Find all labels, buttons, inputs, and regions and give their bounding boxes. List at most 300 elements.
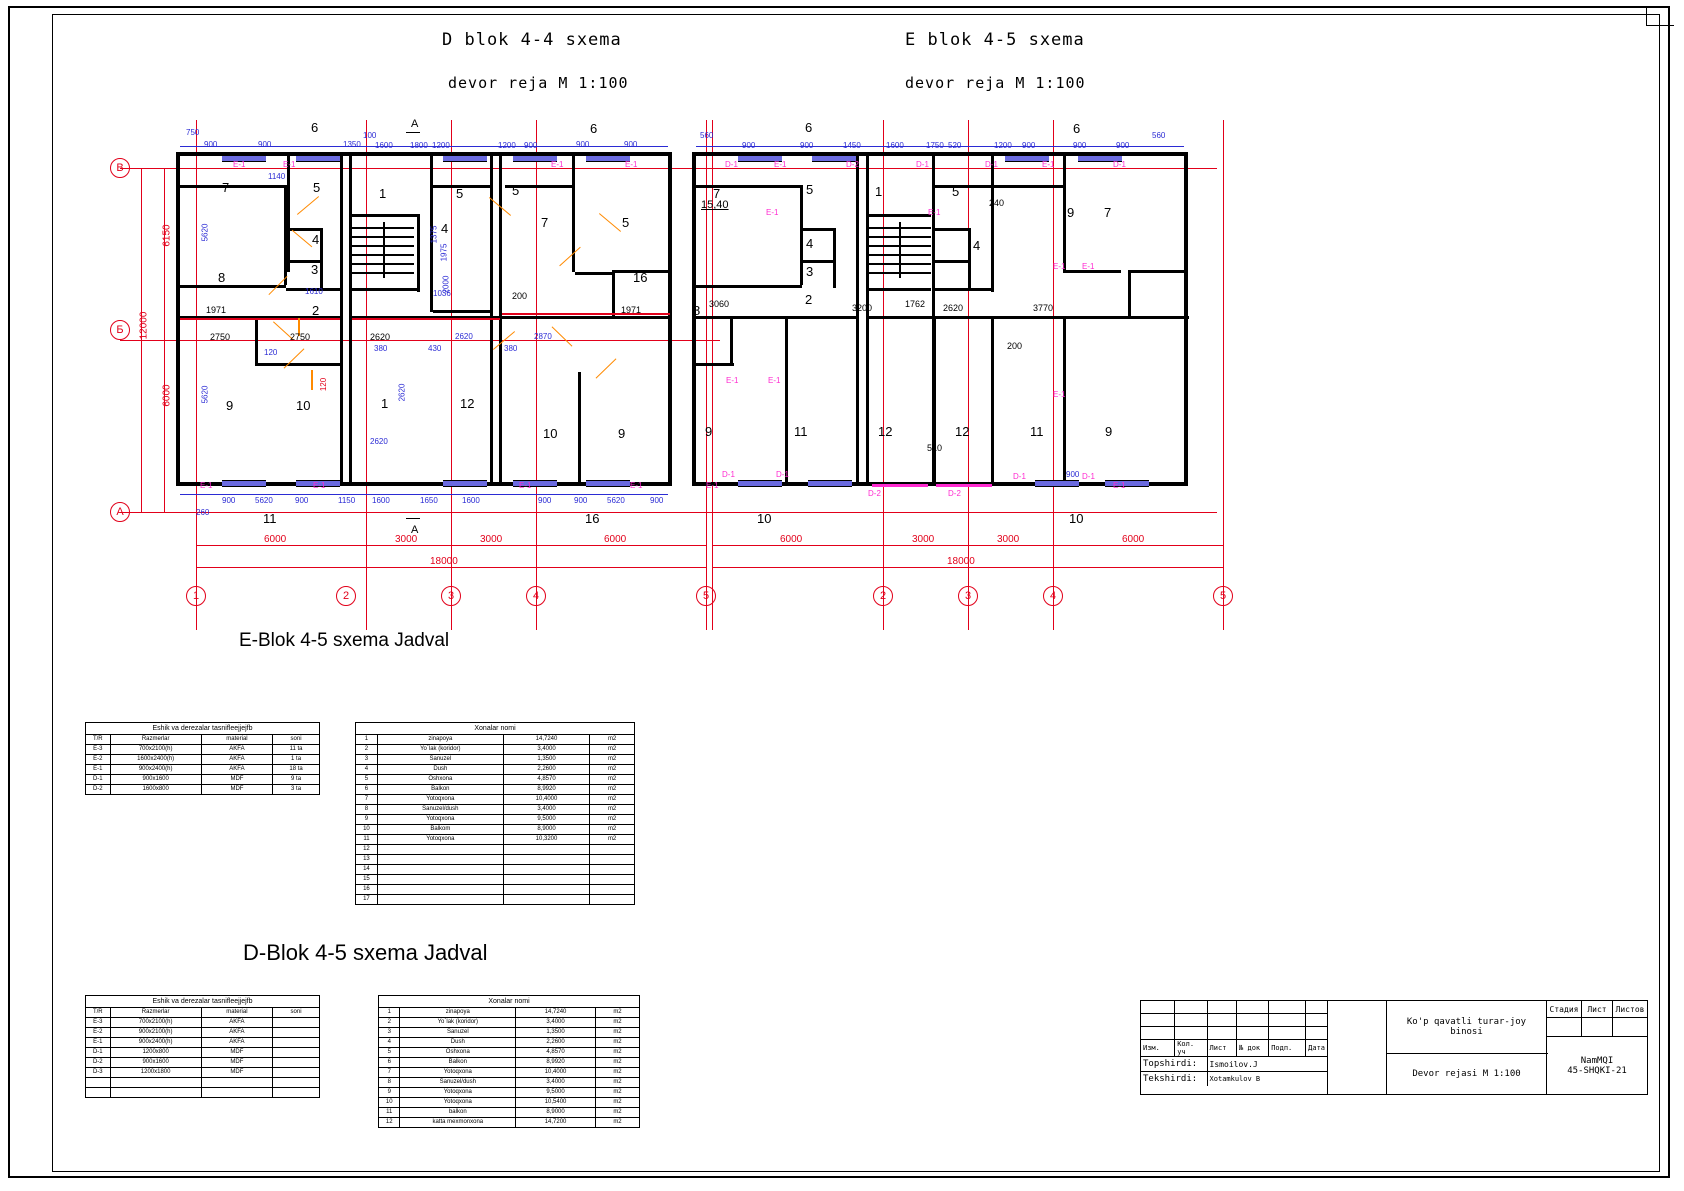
- room-number: 7: [541, 215, 549, 230]
- table-row: [86, 1038, 320, 1048]
- table-cell: AKFA: [201, 745, 272, 755]
- table-cell: 2,2600: [503, 765, 589, 775]
- tb-name: Ismoilov.J: [1207, 1057, 1327, 1072]
- room-number: 7: [1104, 205, 1112, 220]
- table-row: [379, 1028, 640, 1038]
- room-number: 12: [460, 396, 475, 411]
- table-row: [356, 855, 635, 865]
- table-cell: 12: [379, 1118, 400, 1128]
- plan-subtitle-d: devor reja M 1:100: [448, 74, 629, 92]
- table-cell: 4,8570: [516, 1048, 596, 1058]
- project-code: 45-SHQKI-21: [1567, 1065, 1627, 1076]
- dimension: 900: [1116, 141, 1130, 150]
- plan-title-d: D blok 4-4 sxema: [442, 30, 622, 50]
- table-row: [356, 755, 635, 765]
- room-number: 4: [441, 221, 449, 236]
- wall-interior: [352, 288, 417, 291]
- table-row: [356, 735, 635, 745]
- dimension: 900: [800, 141, 814, 150]
- table-cell: Sanuzel: [377, 755, 503, 765]
- room-number: 2: [312, 303, 320, 318]
- wall-interior: [176, 285, 286, 288]
- grid-dimension: 6000: [1122, 534, 1145, 545]
- wall-interior: [692, 363, 734, 366]
- room-number: 1: [381, 396, 389, 411]
- table-cell: 14,7240: [516, 1008, 596, 1018]
- wall-interior: [935, 228, 971, 231]
- room-number: 3: [311, 262, 319, 277]
- table-cell: 11: [379, 1108, 400, 1118]
- table-row: [86, 745, 320, 755]
- axis-bubble-4-e: 4: [1043, 586, 1063, 606]
- room-number: 9: [618, 426, 626, 441]
- red-wall-highlight: [352, 318, 500, 320]
- door-tag: D-1: [916, 160, 929, 169]
- e-block-rooms-table: [355, 722, 635, 905]
- table-cell: D-2: [86, 785, 111, 795]
- window-symbol: [738, 480, 782, 487]
- window-symbol: [586, 480, 630, 487]
- vertical-dimension: 5620: [200, 385, 210, 404]
- table-row: [86, 1028, 320, 1038]
- wall-interior: [866, 152, 869, 486]
- door-tag: E-1: [283, 160, 296, 169]
- e-block-doors-table: [85, 722, 320, 795]
- wall-interior: [935, 185, 995, 188]
- table-cell: m2: [590, 745, 635, 755]
- vdim-line: [164, 168, 165, 512]
- table-cell: [273, 1058, 320, 1068]
- e-block-jadval-title: E-Blok 4-5 sxema Jadval: [239, 630, 450, 651]
- dimension: 900: [624, 140, 638, 149]
- wall-interior: [320, 228, 323, 288]
- table-cell: Yotoqxona: [400, 1088, 516, 1098]
- table-cell: Yo`lak (koridor): [400, 1018, 516, 1028]
- room-number: 12: [878, 424, 893, 439]
- table-cell: MDF: [201, 1068, 272, 1078]
- door-tag: D-1: [985, 160, 998, 169]
- wall-interior: [287, 152, 290, 272]
- table-cell: m2: [590, 815, 635, 825]
- wall-interior: [1063, 152, 1066, 272]
- table-row: [356, 865, 635, 875]
- table-cell: 3: [356, 755, 378, 765]
- dimension: 900: [576, 140, 590, 149]
- table-cell: m2: [590, 755, 635, 765]
- table-title: Eshik va derezalar tasnifleejjejfb: [86, 723, 320, 735]
- table-header-cell: Razmerlar: [110, 735, 201, 745]
- table-cell: [590, 875, 635, 885]
- door-tag: D-2: [868, 489, 881, 498]
- table-cell: 13: [356, 855, 378, 865]
- table-cell: 17: [356, 895, 378, 905]
- table-cell: 6: [379, 1058, 400, 1068]
- table-cell: E-3: [86, 745, 111, 755]
- dimension: 1750: [926, 141, 944, 150]
- room-number: 11: [794, 424, 808, 439]
- red-wall-highlight: [180, 318, 340, 320]
- table-row: [356, 745, 635, 755]
- room-number: 6: [311, 120, 319, 135]
- table-cell: [110, 1088, 201, 1098]
- table-row: [379, 1048, 640, 1058]
- door-tag: E-1: [200, 481, 213, 490]
- dimension: 900: [538, 496, 552, 505]
- table-cell: 10,3200: [503, 835, 589, 845]
- table-cell: E-2: [86, 1028, 111, 1038]
- table-cell: [503, 885, 589, 895]
- wall-interior: [692, 285, 802, 288]
- dimension: 200: [512, 291, 528, 301]
- wall-interior: [612, 270, 615, 316]
- table-row: [356, 825, 635, 835]
- dimension: 1450: [843, 141, 861, 150]
- table-cell: 4,8570: [503, 775, 589, 785]
- dimension: 430: [428, 344, 442, 353]
- table-cell: [503, 845, 589, 855]
- window-symbol: [1105, 480, 1149, 487]
- table-row: [86, 765, 320, 775]
- table-cell: D-2: [86, 1058, 111, 1068]
- wall-interior: [933, 316, 936, 486]
- drawing-name: Devor rejasi M 1:100: [1387, 1054, 1547, 1095]
- table-row: [86, 1058, 320, 1068]
- section-line: [406, 518, 420, 519]
- dimension: 1200: [994, 141, 1012, 150]
- table-cell: 2: [379, 1018, 400, 1028]
- dimension: 1036: [433, 289, 451, 298]
- grid-dimension: 6000: [264, 534, 287, 545]
- table-row: [356, 775, 635, 785]
- table-row: [379, 1118, 640, 1128]
- table-header-cell: T/R: [86, 735, 111, 745]
- door-tag: E-1: [768, 376, 781, 385]
- table-cell: m2: [595, 1118, 639, 1128]
- total-dimension: 18000: [947, 556, 975, 567]
- dimension: 2620: [943, 303, 964, 313]
- door-tag: D-1: [1113, 160, 1126, 169]
- table-header-cell: material: [201, 1008, 272, 1018]
- vertical-dimension: 12000: [138, 311, 150, 340]
- wall-interior: [1128, 270, 1131, 316]
- dimension: 900: [258, 140, 272, 149]
- table-cell: Yotoqxona: [400, 1068, 516, 1078]
- door-symbol: [872, 484, 928, 487]
- section-mark-top: A: [411, 118, 419, 130]
- dimension: 1600: [462, 496, 480, 505]
- dimension: 2620: [370, 437, 388, 446]
- dimension: 1150: [338, 496, 356, 505]
- table-cell: MDF: [201, 1048, 272, 1058]
- wall-interior: [991, 316, 994, 486]
- dimension: 1975: [439, 243, 449, 262]
- room-number: 11: [1030, 424, 1044, 439]
- table-row: [86, 1048, 320, 1058]
- table-cell: [273, 1078, 320, 1088]
- grid-dim-line: [196, 545, 706, 546]
- dimension: 380: [374, 344, 388, 353]
- table-cell: 1200x1800: [110, 1068, 201, 1078]
- dimension: 900: [742, 141, 756, 150]
- room-number: 16: [633, 270, 648, 285]
- room-number: 6: [805, 120, 813, 135]
- table-row: [356, 885, 635, 895]
- wall-interior: [968, 228, 971, 288]
- room-number: 4: [973, 238, 981, 253]
- table-row: [356, 765, 635, 775]
- room-number: 6: [1073, 121, 1081, 136]
- table-cell: 8,9000: [516, 1108, 596, 1118]
- door-tag: E-1: [766, 208, 779, 217]
- wall-interior: [417, 214, 420, 292]
- grid-dimension: 6000: [604, 534, 627, 545]
- vdim-line2: [141, 168, 142, 512]
- table-cell: 15: [356, 875, 378, 885]
- dimension: 1971: [206, 305, 227, 315]
- sheets-total-value: [1613, 1018, 1648, 1037]
- table-cell: m2: [590, 775, 635, 785]
- dimension: 2870: [534, 332, 552, 341]
- table-row: [379, 1088, 640, 1098]
- dimension: 260: [196, 508, 210, 517]
- wall-interior: [1128, 270, 1186, 273]
- dimension: 900: [1073, 141, 1087, 150]
- window-symbol: [443, 480, 487, 487]
- table-cell: 10,5400: [516, 1098, 596, 1108]
- grid-line-2-e: [883, 120, 884, 630]
- vertical-dimension: 6000: [161, 384, 173, 407]
- door-tag: D-1: [722, 470, 735, 479]
- table-cell: Dush: [400, 1038, 516, 1048]
- table-cell: 10,4000: [516, 1068, 596, 1078]
- tb-col-header: Кол. уч: [1175, 1040, 1207, 1057]
- room-number: 10: [296, 398, 311, 413]
- table-cell: [273, 1038, 320, 1048]
- window-symbol: [296, 155, 340, 162]
- wall-interior: [692, 185, 802, 188]
- grid-dimension: 3000: [997, 534, 1020, 545]
- table-cell: 3,4000: [516, 1018, 596, 1028]
- wall-interior: [433, 310, 493, 313]
- vertical-dimension: 5620: [200, 223, 210, 242]
- table-cell: 10: [379, 1098, 400, 1108]
- grid-line-1: [196, 120, 197, 630]
- room-number: 7: [222, 180, 230, 195]
- axis-bubble-b: B: [110, 158, 130, 178]
- dimension: 2620: [370, 332, 391, 342]
- wall-interior: [692, 316, 858, 319]
- table-row: [379, 1058, 640, 1068]
- table-cell: [377, 855, 503, 865]
- stair-center: [383, 222, 385, 278]
- table-cell: E-3: [86, 1018, 111, 1028]
- window-symbol: [222, 480, 266, 487]
- dimension: 100: [363, 131, 377, 140]
- table-cell: 900x1600: [110, 1058, 201, 1068]
- table-cell: [590, 895, 635, 905]
- room-number: 16: [585, 511, 600, 526]
- tb-col-header: Лист: [1207, 1040, 1237, 1057]
- door-tag: E-1: [625, 160, 638, 169]
- grid-line-3-e: [968, 120, 969, 630]
- room-number: 12: [955, 424, 970, 439]
- dimension: 520: [948, 141, 962, 150]
- table-cell: m2: [595, 1028, 639, 1038]
- axis-bubble-5: 5: [696, 586, 716, 606]
- title-block: [1140, 1000, 1648, 1095]
- table-cell: m2: [595, 1098, 639, 1108]
- table-cell: m2: [590, 805, 635, 815]
- axis-line-b-e: [672, 168, 1217, 169]
- table-cell: 1,3500: [516, 1028, 596, 1038]
- total-dimension: 18000: [430, 556, 458, 567]
- table-cell: m2: [595, 1038, 639, 1048]
- table-cell: m2: [590, 765, 635, 775]
- table-cell: AKFA: [201, 765, 272, 775]
- table-cell: m2: [595, 1068, 639, 1078]
- table-cell: D-3: [86, 1068, 111, 1078]
- grid-line-4-e: [1053, 120, 1054, 630]
- door-leaf: [311, 370, 313, 390]
- wall-interior: [176, 185, 286, 188]
- table-cell: 11 ta: [273, 745, 320, 755]
- table-cell: 12: [356, 845, 378, 855]
- dimension: 900: [222, 496, 236, 505]
- door-tag: E-1: [1053, 390, 1066, 399]
- grid-dimension: 3000: [480, 534, 503, 545]
- dimension: 900: [1022, 141, 1036, 150]
- room-number: 7: [713, 186, 721, 201]
- table-cell: 10: [356, 825, 378, 835]
- table-cell: 700x2100(h): [110, 745, 201, 755]
- table-cell: Sanuzel/dush: [377, 805, 503, 815]
- table-cell: [503, 875, 589, 885]
- grid-dimension: 6000: [780, 534, 803, 545]
- table-cell: 9 ta: [273, 775, 320, 785]
- dimension: 900: [1066, 470, 1080, 479]
- grid-line-4: [536, 120, 537, 630]
- table-cell: E-1: [86, 765, 111, 775]
- dimension: 750: [186, 128, 200, 137]
- total-dim-line: [196, 567, 706, 568]
- table-cell: 8,9000: [503, 825, 589, 835]
- table-cell: m2: [595, 1078, 639, 1088]
- table-cell: 900x2100(h): [110, 1028, 201, 1038]
- door-tag: E-1: [551, 160, 564, 169]
- room-number: 4: [312, 232, 320, 247]
- table-cell: Balkom: [377, 825, 503, 835]
- d-block-doors-table: [85, 995, 320, 1098]
- table-cell: 18 ta: [273, 765, 320, 775]
- grid-dimension: 3000: [912, 534, 935, 545]
- door-symbol: [936, 484, 992, 487]
- dimension: 1600: [375, 141, 393, 150]
- table-row: [356, 805, 635, 815]
- door-tag: E-1: [706, 481, 719, 490]
- table-row: [379, 1078, 640, 1088]
- table-cell: 1 ta: [273, 755, 320, 765]
- door-tag: E-1: [1113, 481, 1126, 490]
- tb-col-header: Изм.: [1141, 1040, 1175, 1057]
- axis-bubble-4: 4: [526, 586, 546, 606]
- dimension: 1200: [432, 141, 450, 150]
- table-cell: D-1: [86, 1048, 111, 1058]
- table-cell: [503, 855, 589, 865]
- table-cell: m2: [590, 825, 635, 835]
- wall-interior: [730, 316, 733, 366]
- table-cell: 4: [379, 1038, 400, 1048]
- room-number: 8: [218, 270, 226, 285]
- dimension: 3200: [852, 303, 873, 313]
- wall-interior: [869, 288, 931, 291]
- axis-bubble-5-e: 5: [1213, 586, 1233, 606]
- room-number: 5: [622, 215, 630, 230]
- wall-interior: [833, 228, 836, 288]
- total-dim-line-e: [712, 567, 1223, 568]
- table-cell: [86, 1078, 111, 1088]
- table-cell: 8: [379, 1078, 400, 1088]
- table-cell: [377, 885, 503, 895]
- room-number: 5: [313, 180, 321, 195]
- table-cell: 16: [356, 885, 378, 895]
- table-cell: [377, 845, 503, 855]
- d-block-jadval-title: D-Blok 4-5 sxema Jadval: [243, 940, 488, 965]
- table-header-cell: T/R: [86, 1008, 111, 1018]
- grid-dim-line-e: [712, 545, 1223, 546]
- tb-col-header: Подп.: [1269, 1040, 1306, 1057]
- room-number: 10: [1069, 511, 1084, 526]
- dimension: 900: [574, 496, 588, 505]
- wall-interior: [935, 260, 971, 263]
- dimension: 1600: [886, 141, 904, 150]
- table-cell: 2,2600: [516, 1038, 596, 1048]
- dimension: 1971: [621, 305, 642, 315]
- room-number: 5: [806, 182, 814, 197]
- dimension: 1600: [372, 496, 390, 505]
- table-cell: 9,5000: [516, 1088, 596, 1098]
- stage-value: [1547, 1018, 1582, 1037]
- room-number: 6: [590, 121, 598, 136]
- table-cell: [273, 1018, 320, 1028]
- table-cell: [590, 865, 635, 875]
- table-cell: m2: [595, 1058, 639, 1068]
- table-header-cell: soni: [273, 735, 320, 745]
- door-tag: D-1: [776, 470, 789, 479]
- dimension: 900: [524, 141, 538, 150]
- wall-interior: [502, 316, 672, 319]
- table-cell: AKFA: [201, 755, 272, 765]
- dimension: 1650: [420, 496, 438, 505]
- grid-line-2: [366, 120, 367, 630]
- table-cell: m2: [595, 1088, 639, 1098]
- dimension: 2620: [455, 332, 473, 341]
- dimension: 900: [295, 496, 309, 505]
- table-cell: MDF: [201, 785, 272, 795]
- tb-name: Xotamkulov B: [1207, 1072, 1327, 1087]
- table-cell: Yotoqxona: [377, 815, 503, 825]
- table-row: [379, 1098, 640, 1108]
- table-cell: 900x1600: [110, 775, 201, 785]
- room-number: 4: [806, 236, 814, 251]
- table-cell: 8,9920: [516, 1058, 596, 1068]
- room-number: 1: [875, 184, 883, 199]
- table-title: Xonalar nomi: [379, 996, 640, 1008]
- table-row: [356, 835, 635, 845]
- window-symbol: [1035, 480, 1079, 487]
- wall-interior: [1063, 316, 1066, 486]
- door-tag: E-1: [1053, 262, 1066, 271]
- grid-dimension: 3000: [395, 534, 418, 545]
